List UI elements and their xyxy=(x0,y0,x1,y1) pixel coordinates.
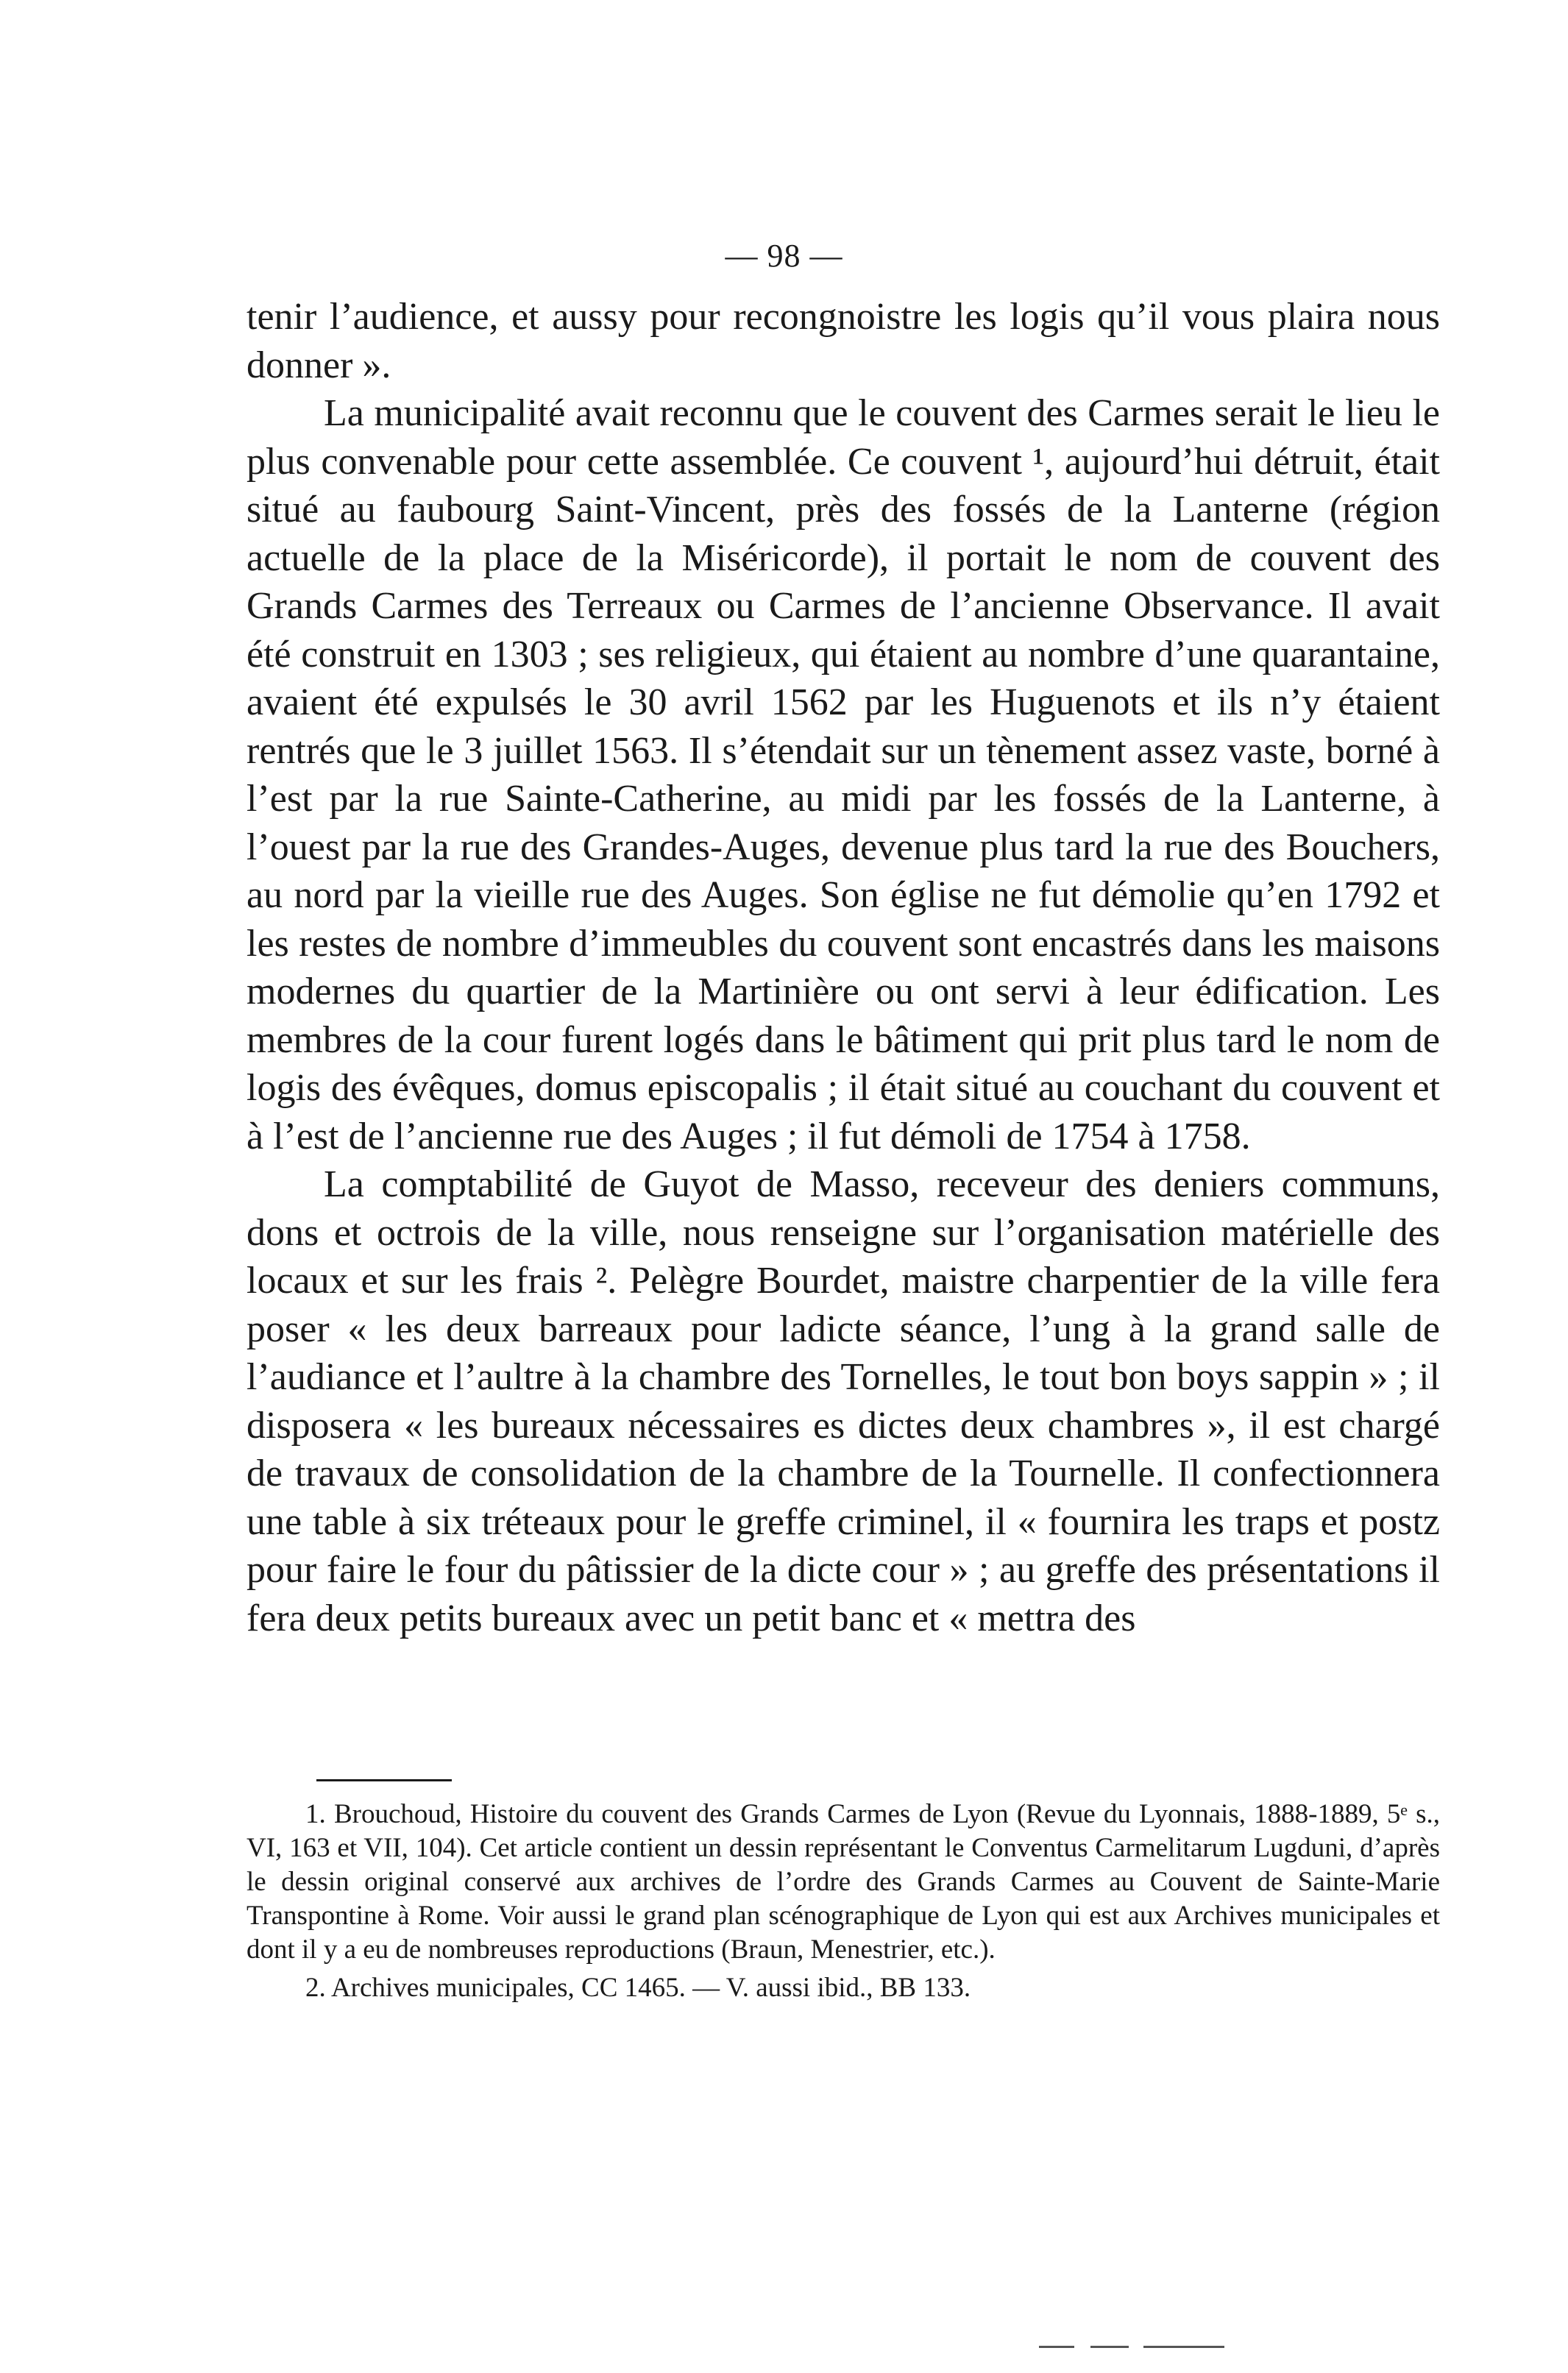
paragraph: La comptabilité de Guyot de Masso, receveur des deniers communs, dons et octrois de la ville, nous renseigne sur l’organisation matérielle des locaux et sur les frais ². Pelègre Bourdet, maistre charpentier de la ville fera poser « les deux barreaux pour ladicte séance, l’ung à la grand salle de l’audiance et l’aultre à la chambre des Tornelles, le tout bon boys sappin » ; il disposera « les bureaux nécessaires es dictes deux chambres », il est chargé de travaux de consolidation de la chambre de la Tournelle. Il confectionnera une table à six tréteaux pour le greffe criminel, il « fournira les traps et postz pour faire le four du pâtissier de la dicte cour » ; au greffe des présentations il fera deux petits bureaux avec un petit banc et « mettra des xyxy=(246,1163,1440,1639)
paragraph: tenir l’audience, et aussy pour recongnoistre les logis qu’il vous plaira nous donner ». xyxy=(246,296,1440,386)
footnote: 1. Brouchoud, Histoire du couvent des Grands Carmes de Lyon (Revue du Lyonnais, 1888-1889, 5ᵉ s., VI, 163 et VII, 104). Cet article contient un dessin représentant le Conventus Carmelitarum Lugduni, d’après le dessin original conservé aux archives de l’ordre des Grands Carmes au Couvent de Sainte-Marie Transpontine à Rome. Voir aussi le grand plan scénographique de Lyon qui est aux Archives municipales et dont il y a eu de nombreuses reproductions (Braun, Menestrier, etc.). xyxy=(246,1799,1440,1965)
main-text xyxy=(246,293,1440,1642)
edge-mark xyxy=(1143,2346,1224,2348)
footnotes xyxy=(246,1798,1440,2010)
paragraph: La municipalité avait reconnu que le couvent des Carmes serait le lieu le plus convenable pour cette assemblée. Ce couvent ¹, aujourd’hui détruit, était situé au faubourg Saint-Vincent, près des fossés de la Lanterne (région actuelle de la place de la Miséricorde), il portait le nom de couvent des Grands Carmes des Terreaux ou Carmes de l’ancienne Observance. Il avait été construit en 1303 ; ses religieux, qui étaient au nombre d’une quarantaine, avaient été expulsés le 30 avril 1562 par les Huguenots et ils n’y étaient rentrés que le 3 juillet 1563. Il s’étendait sur un tènement assez vaste, borné à l’est par la rue Sainte-Catherine, au midi par les fossés de la Lanterne, à l’ouest par la rue des Grandes-Auges, devenue plus tard la rue des Bouchers, au nord par la vieille rue des Auges. Son église ne fut démolie qu’en 1792 et les restes de nombre d’immeubles du couvent sont encastrés dans les maisons modernes du quartier de la Martinière ou ont servi à leur édification. Les membres de la cour furent logés dans le bâtiment qui prit plus tard le nom de logis des évêques, domus episcopalis ; il était situé au couchant du couvent et à l’est de l’ancienne rue des Auges ; il fut démoli de 1754 à 1758. xyxy=(246,392,1440,1157)
footnote: 2. Archives municipales, CC 1465. — V. aussi ibid., BB 133. xyxy=(305,1973,971,2003)
page-number: — 98 — xyxy=(725,238,843,274)
edge-mark xyxy=(1039,2346,1074,2348)
footnote-divider xyxy=(316,1779,452,1781)
edge-mark xyxy=(1090,2346,1129,2348)
